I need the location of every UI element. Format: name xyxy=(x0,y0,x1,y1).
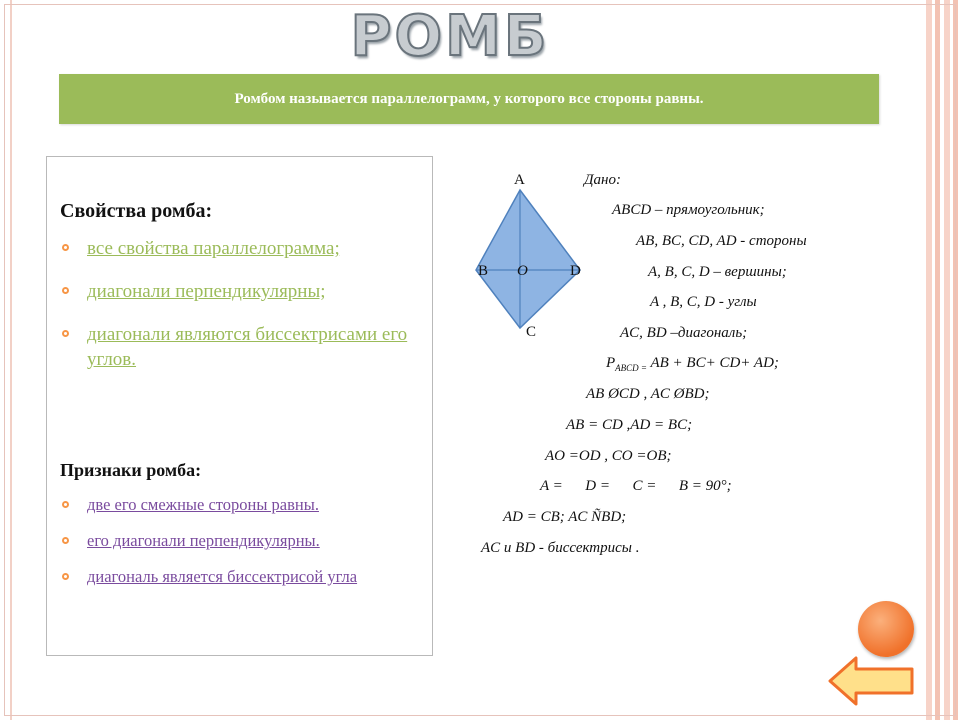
right-decor-stripes xyxy=(926,0,960,720)
vertex-label-b: B xyxy=(478,263,489,279)
rhombus-diagram xyxy=(470,170,600,350)
given-line: AC, BD –диагональ; xyxy=(620,325,748,341)
bullet-icon xyxy=(62,537,69,544)
bullet-icon xyxy=(62,287,69,294)
bullet-icon xyxy=(62,330,69,337)
sign-text[interactable]: его диагонали перпендикулярны. xyxy=(87,531,320,550)
given-line: AB, BC, CD, AD - стороны xyxy=(636,233,807,249)
sign-item[interactable] xyxy=(60,530,410,552)
given-line: A = D = C = B = 90°; xyxy=(540,478,732,494)
given-title: Дано: xyxy=(584,172,621,188)
property-text[interactable]: все свойства параллелограмма; xyxy=(87,238,340,259)
signs-heading: Признаки ромба: xyxy=(60,460,202,480)
left-decor-line xyxy=(10,0,12,720)
properties-list xyxy=(60,236,410,390)
bullet-icon xyxy=(62,244,69,251)
property-text[interactable]: диагонали перпендикулярны; xyxy=(87,281,326,302)
vertex-label-c: C xyxy=(526,324,537,340)
orange-circle-icon[interactable] xyxy=(858,601,914,657)
given-line: A , B, C, D - углы xyxy=(650,294,757,310)
perimeter-symbol: P xyxy=(606,355,616,371)
given-line: AO =OD , CO =OB; xyxy=(545,448,672,464)
given-line: AB = CD ,AD = BC; xyxy=(566,417,693,433)
property-text[interactable]: диагонали являются биссектрисами его углов. xyxy=(87,324,408,370)
perimeter-subscript: ABCD = xyxy=(615,363,647,373)
property-item[interactable] xyxy=(60,236,410,261)
vertex-label-d: D xyxy=(570,263,581,279)
slide-title: РОМБ xyxy=(350,4,550,69)
sign-text[interactable]: две его смежные стороны равны. xyxy=(87,495,319,514)
bullet-icon xyxy=(62,573,69,580)
given-line: ABCD – прямоугольник; xyxy=(612,202,765,218)
sign-text[interactable]: диагональ является биссектрисой угла xyxy=(87,567,358,586)
bullet-icon xyxy=(62,501,69,508)
perimeter-line xyxy=(606,355,779,373)
property-item[interactable] xyxy=(60,279,410,304)
vertex-label-a: A xyxy=(514,172,525,188)
sign-item[interactable] xyxy=(60,566,410,588)
sign-item[interactable] xyxy=(60,494,410,516)
properties-heading: Свойства ромба: xyxy=(60,200,213,222)
given-line: AC и BD - биссектрисы . xyxy=(481,540,640,556)
definition-banner: Ромбом называется параллелограмм, у которого все стороны равны. xyxy=(59,74,879,124)
left-arrow-icon[interactable] xyxy=(826,654,918,708)
given-line: AD = CB; AC ÑBD; xyxy=(503,509,627,525)
vertex-label-o: O xyxy=(517,263,528,279)
property-item[interactable] xyxy=(60,322,410,372)
given-line: A, B, C, D – вершины; xyxy=(648,264,787,280)
given-line: AB ØCD , AC ØBD; xyxy=(586,386,710,402)
signs-list xyxy=(60,494,410,602)
perimeter-formula: AB + BC+ CD+ AD; xyxy=(647,355,779,371)
rhombus-shape xyxy=(476,190,580,328)
